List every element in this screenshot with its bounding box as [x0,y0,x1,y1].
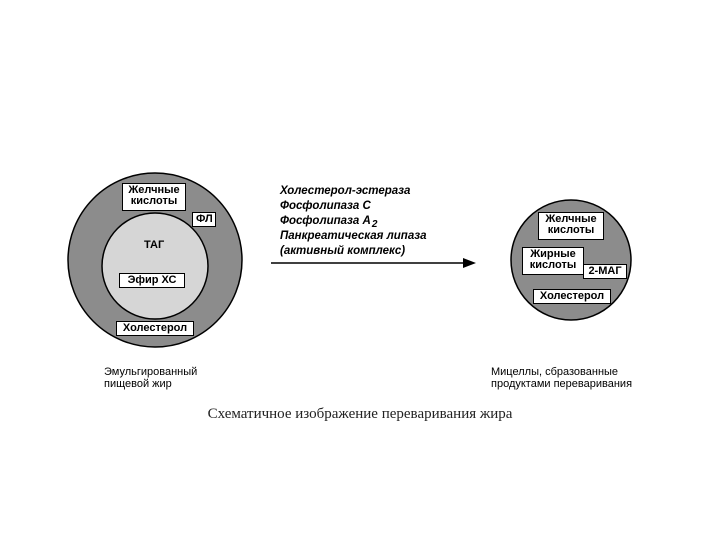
cholesterol-ester-box: Эфир ХС [119,273,185,288]
emulsified-fat-caption: Эмульгированный пищевой жир [104,366,198,390]
enzyme-pancreatic-lipase: Панкреатическая липаза [280,230,427,242]
enzymes-list [280,184,480,259]
micelles-caption: Мицеллы, сбразованные продуктами переваривания [491,366,633,390]
enzyme-phospholipase-c: Фосфолипаза С [280,200,371,212]
enzyme-phospholipase-a-subscript: 2 [371,219,378,230]
enzyme-active-complex: (активный комплекс) [280,245,406,257]
enzyme-phospholipase-a2 [280,214,480,229]
phospholipids-box: ФЛ [192,212,216,227]
bile-acids-box-left: Желчные кислоты [122,183,186,211]
mag-box: 2-МАГ [583,264,627,279]
enzyme-cholesterol-esterase: Холестерол-эстераза [280,185,411,197]
figure-caption: Схематичное изображение переваривания жира [207,406,513,422]
bile-acids-box-right: Желчные кислоты [538,212,604,240]
fatty-acids-box: Жирные кислоты [522,247,584,275]
cholesterol-box-right: Холестерол [533,289,611,304]
emulsified-fat-inner-circle [102,213,208,319]
tag-label: ТАГ [144,239,165,251]
digestion-arrow-head [463,258,476,268]
enzyme-phospholipase-a-text: Фосфолипаза А [280,215,371,227]
cholesterol-box-left: Холестерол [116,321,194,336]
